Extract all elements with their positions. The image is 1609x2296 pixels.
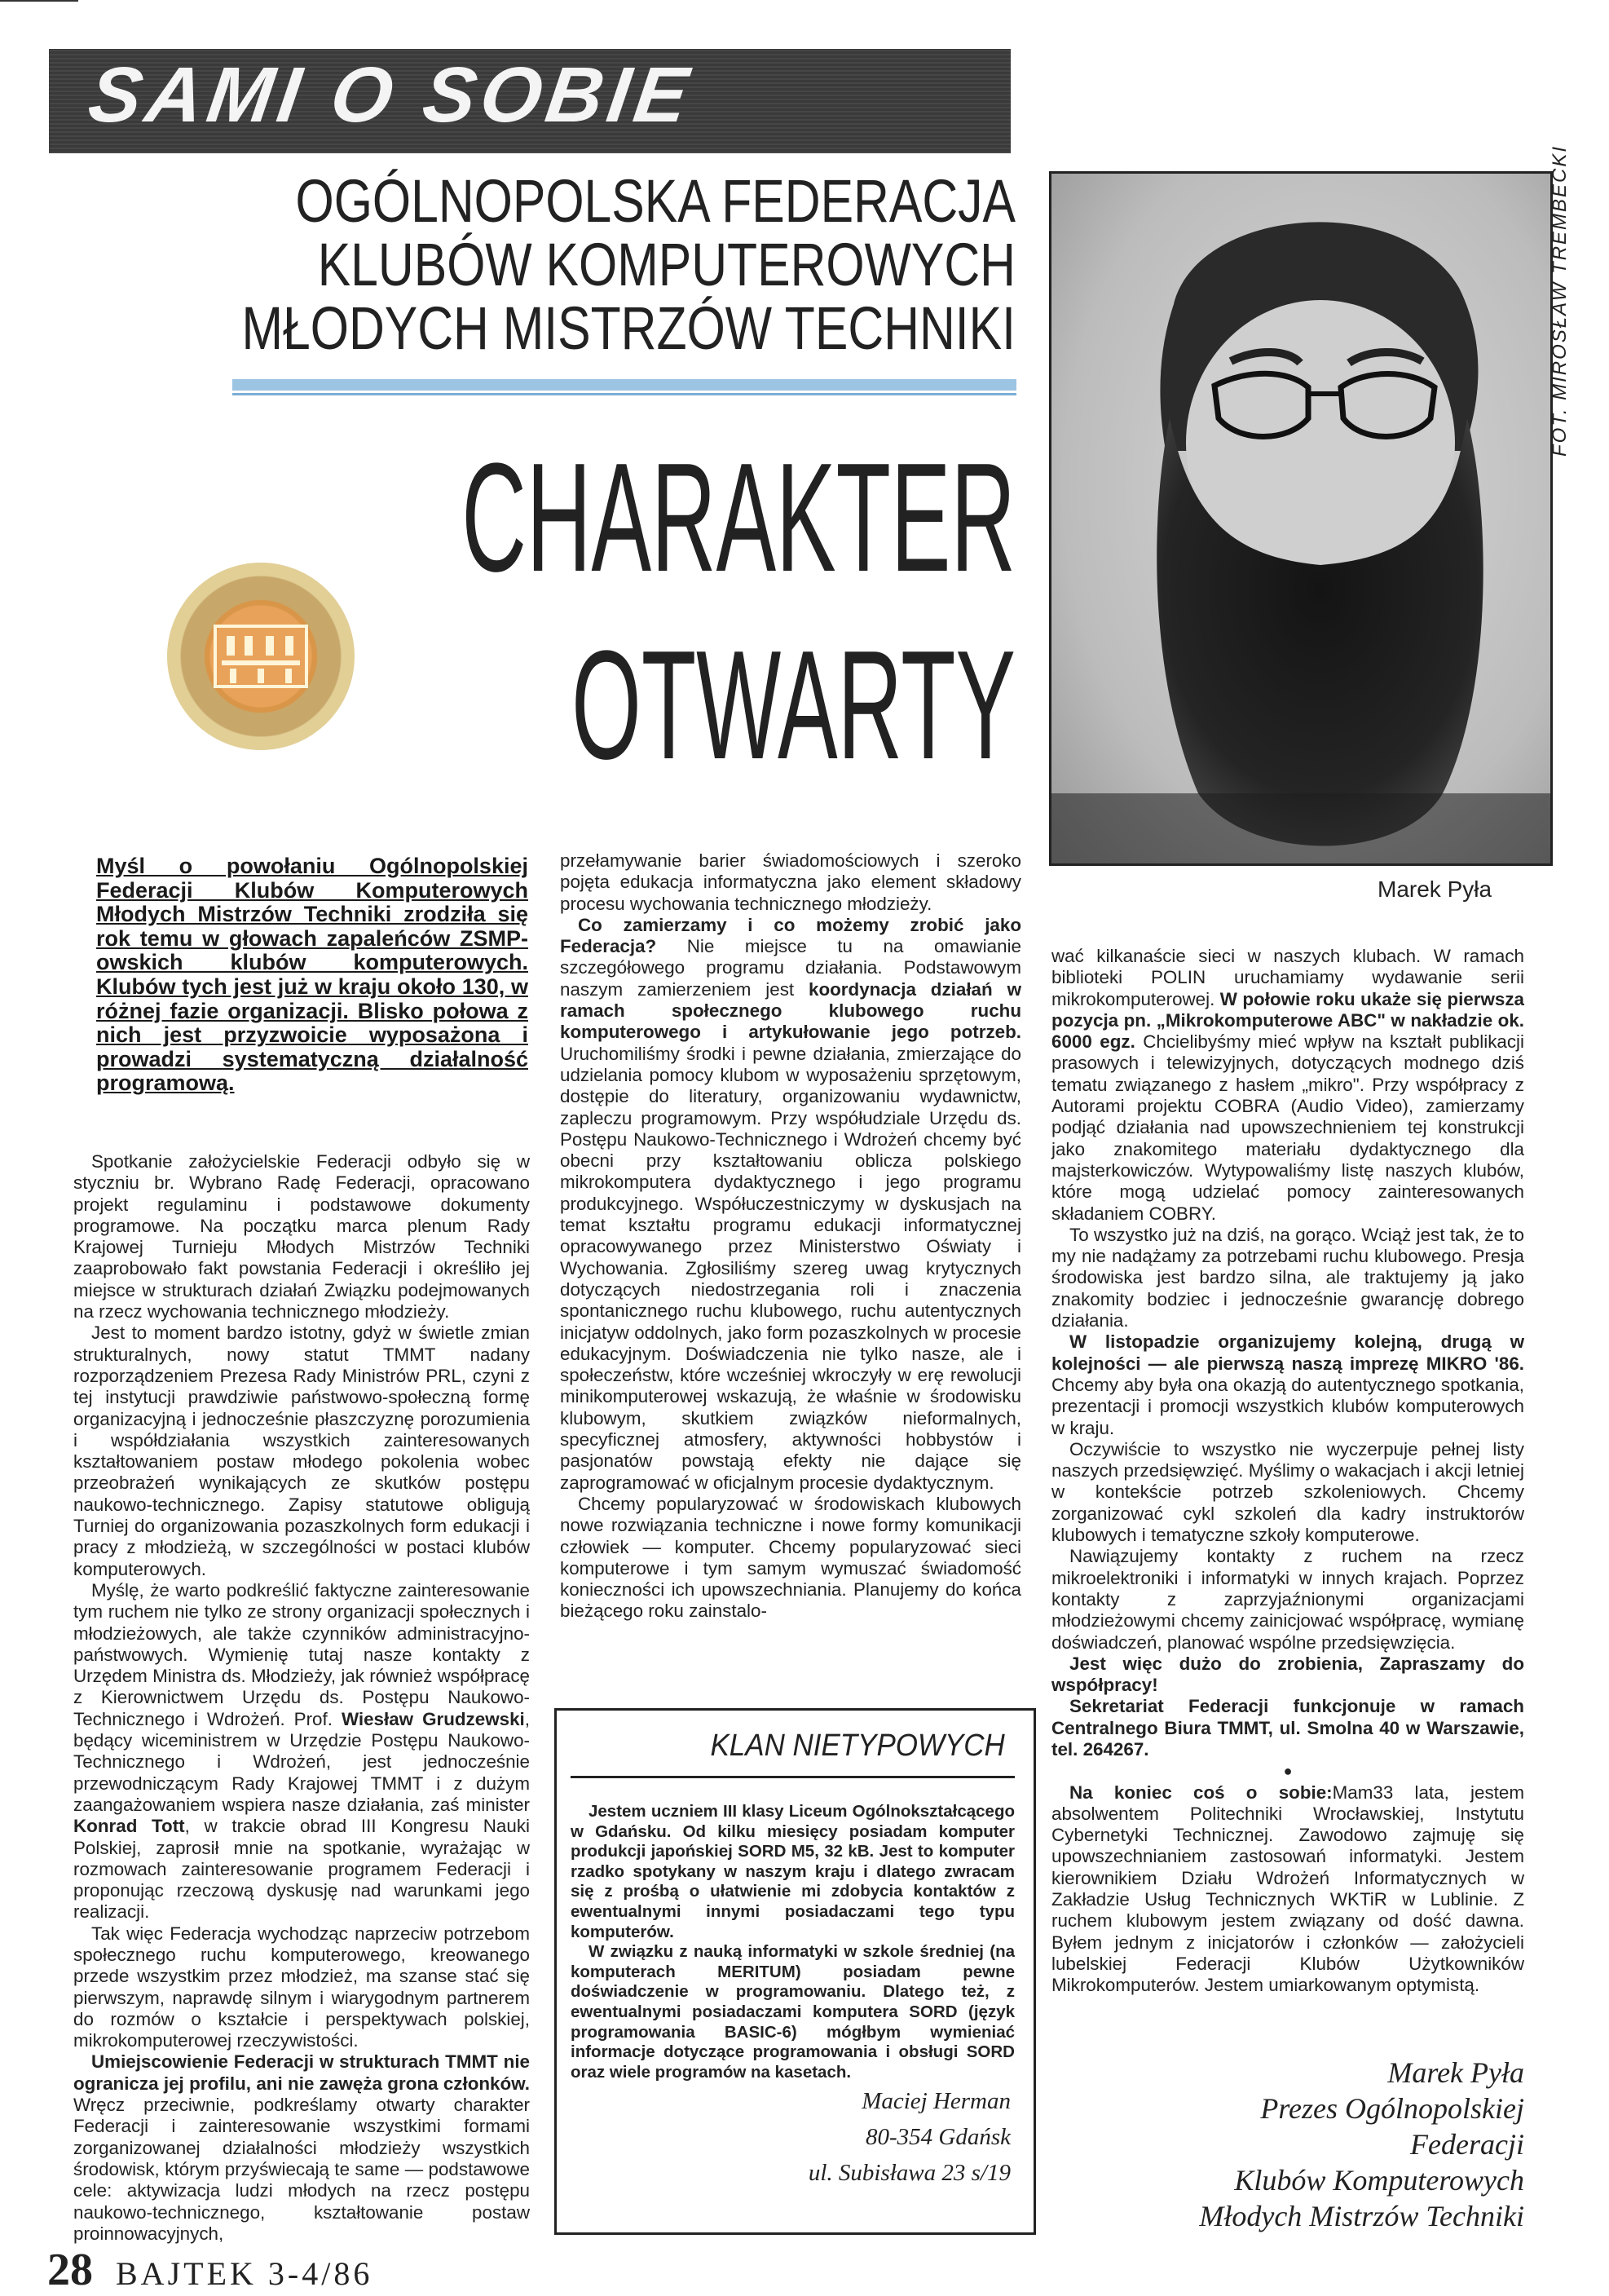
text-column-2 bbox=[560, 850, 1021, 1623]
article-heading bbox=[37, 167, 1016, 362]
text-run: Myślę, że warto podkreślić faktyczne zainteresowanie tym ruchem nie tylko ze strony organizacji społecznych i młodzieżowych, ale także czynników administracyjno-państwowych. Wymienię tutaj nasze kontakty z Urzędem Ministra ds. Młodzieży, jak również współpracę z Kierownictwem Urzędu ds. Postępu Naukowo-Technicznego i Wdrożeń. Prof. bbox=[73, 1579, 530, 1729]
text-run: Uruchomiliśmy środki i pewne działania, zmierzające do udzielania pomocy klubom w wyposażeniu sprzętowym, dostępie do literatury, organizowaniu wydawnictw, zapleczu programowym. Przy współudziale Urzędu ds. Postępu Naukowo-Technicznego i Wdrożeń chcemy być obecni przy kształtowaniu oblicza polskiego mikrokomputera dydaktycznego i jego programu produkcyjnego. Współuczestniczymy w dyskusjach na temat kształtu programu edukacji informatycznej opracowywanego przez Ministerstwo Oświaty i Wychowania. Zgłosiliśmy szereg uwag krytycznych dotyczących niedostrzegania roli i znaczenia spontanicznego ruchu klubowego, ruchu autentycznych inicjatyw oddolnych, jako form pozaszkolnych w procesie edukacyjnym. Doświadczenia nie tylko nasze, ale i społeczeństw, które wcześniej wkroczyły w erę rewolucji minikomputerowej wskazują, że właśnie w środowisku klubowym, skutkiem związków nieformalnych, specyficznej atmosfery, aktywności hobbystów i pasjonatów powstają efekty nie dające się zaprogramować w oficjalnym procesie dydaktycznym. bbox=[560, 1043, 1021, 1493]
headline-word-1: CHARAKTER bbox=[461, 431, 1016, 604]
top-rule bbox=[0, 0, 78, 2]
paragraph bbox=[1051, 1782, 1524, 1997]
text-run: , w trakcie obrad III Kongresu Nauki Polskiej, zaprosił mnie na spotkanie, wyrażając w rozmowach zainteresowanie programem Federacji i proponując rzeczową dyskusję nad warunkami jego realizacji. bbox=[73, 1816, 530, 1923]
signature-line: Klubów Komputerowych bbox=[1234, 2164, 1524, 2197]
paragraph: Oczywiście to wszystko nie wyczerpuje pełnej listy naszych przedsięwzięć. Myślimy o wakacjach i akcji letniej w kontekście potrzeb szkoleniowych. Chcemy zorganizować cykl szkoleń dla kadry instruktorów klubowych i tematyczne szkoły komputerowe. bbox=[1051, 1438, 1524, 1546]
paragraph bbox=[1051, 1331, 1524, 1438]
magazine-issue: BAJTEK 3-4/86 bbox=[116, 2255, 373, 2292]
person-name: Konrad Tott bbox=[73, 1816, 185, 1837]
paragraph bbox=[73, 1580, 530, 1923]
page-number: 28 bbox=[47, 2245, 93, 2295]
page-footer bbox=[47, 2244, 372, 2296]
text-run: Wręcz przeciwnie, podkreślamy otwarty charakter Federacji i zainteresowanie wszystkimi formami zorganizowanej działalności młodzieży wszystkich środowisk, którym przyświecają te same — podstawowe cele: aktywizacja ludzi młodych na rzecz postępu naukowo-technicznego, kształtowanie postaw proinnowacyjnych, bbox=[73, 2095, 530, 2244]
paragraph: Jest to moment bardzo istotny, gdyż w świetle zmian strukturalnych, nowy statut TMMT nadany rozporządzeniem Prezesa Rady Ministrów PRL, czyni z tej instytucji prawdziwie państwowo-społeczną formę organizacyjną i jednocześnie płaszczyznę porozumienia i współdziałania wszystkich zainteresowanych kształtowaniem postaw młodego pokolenia wobec przeobrażeń wynikających ze skutków postępu naukowo-technicznego. Zapisy statutowe obligują Turniej do organizowania pozaszkolnych form edukacji i pracy z młodzieżą, w szczególności w postaci klubów komputerowych. bbox=[73, 1322, 530, 1579]
section-banner-label: SAMI O SOBIE bbox=[83, 51, 699, 139]
paragraph bbox=[73, 2051, 530, 2245]
paragraph: Chcemy popularyzować w środowiskach klubowych nowe rozwiązania techniczne i nowe formy komunikacji człowiek — komputer. Chcemy popularyzować sieci komputerowe i tym samym wymuszać świadomość konieczności ich upowszechniania. Planujemy do końca bieżącego roku zainstalo- bbox=[560, 1493, 1021, 1622]
text-column-1 bbox=[73, 1151, 530, 2245]
signature-line: Federacji bbox=[1410, 2128, 1524, 2161]
signature-line: Maciej Herman bbox=[862, 2088, 1011, 2114]
portrait-photo bbox=[1049, 171, 1553, 866]
emphasis: Sekretariat Federacji funkcjonuje w ramach Centralnego Biura TMMT, ul. Smolna 40 w Warszawie, tel. 264267. bbox=[1051, 1696, 1524, 1760]
paragraph: Tak więc Federacja wychodząc naprzeciw potrzebom społecznego ruchu komputerowego, kreowanego przede wszystkim przez młodzież, ma szanse stać się pierwszym, naprawdę silnym i wiarygodnym partnerem do rozmów o kształcie i perspektywach polskiej, mikrokomputerowej rzeczywistości. bbox=[73, 1923, 530, 2051]
signature-line: 80-354 Gdańsk bbox=[865, 2124, 1011, 2150]
signature-line: Marek Pyła bbox=[1387, 2056, 1524, 2089]
lead-paragraph: Myśl o powołaniu Ogólnopolskiej Federacji Klubów Komputerowych Młodych Mistrzów Techniki zrodziła się rok temu w głowach zapaleńców ZSMP-owskich klubów komputerowych. Klubów tych jest już w kraju około 130, w różnej fazie organizacji. Blisko połowa z nich jest przyzwoicie wyposażona i prowadzi systematyczną działalność programową. bbox=[96, 854, 528, 1096]
bullet-icon: ● bbox=[1283, 1763, 1293, 1780]
headline-word-2: OTWARTY bbox=[571, 619, 1016, 792]
heading-rule-shadow bbox=[232, 393, 1016, 395]
paragraph: W związku z nauką informatyki w szkole średniej (na komputerach MERITUM) posiadam pewne doświadczenie w programowaniu. Dlatego też, z ewentualnymi posiadaczami komputera SORD (język programowania BASIC-6) mógłbym wymieniać informacje dotyczące programowania i obsługi SORD oraz wiele programów na kasetach. bbox=[571, 1942, 1015, 2082]
paragraph bbox=[1051, 1654, 1524, 1697]
sidebar-box-title: KLAN NIETYPOWYCH bbox=[710, 1729, 1005, 1763]
text-column-3 bbox=[1051, 946, 1524, 1997]
paragraph: Spotkanie założycielskie Federacji odbyło się w styczniu br. Wybrano Radę Federacji, opracowano projekt regulaminu i podstawowe dokumenty programowe. Na początku marca plenum Rady Krajowej Turnieju Młodych Mistrzów Techniki zaaprobowało fakt powstania Federacji i określiło jej miejsce w strukturach działań Związku podejmowanych na rzecz wychowania technicznego młodzieży. bbox=[73, 1151, 530, 1322]
text-run: Nie miejsce tu na omawianie szczegółowego programu działania. Podstawowym naszym zamierzeniem jest bbox=[560, 936, 1021, 1000]
sidebar-box-body bbox=[571, 1802, 1015, 2082]
text-run: wać kilkanaście sieci w naszych klubach. W ramach biblioteki POLIN uruchamiamy wydawanie serii mikrokomputerowej. bbox=[1051, 946, 1524, 1009]
paragraph: przełamywanie barier świadomościowych i szeroko pojęta edukacja informatyczna jako element składowy procesu wychowania technicznego młodzieży. bbox=[560, 850, 1021, 914]
emphasis: koordynacja działań w ramach społecznego klubowego ruchu komputerowego i artykułowanie jego potrzeb. bbox=[560, 978, 1021, 1043]
paragraph bbox=[1051, 1696, 1524, 1760]
signature-line: Młodych Mistrzów Techniki bbox=[1199, 2200, 1524, 2232]
emphasis: Co zamierzamy i co możemy zrobić jako Federacja? bbox=[560, 914, 1021, 957]
photo-credit: FOT. MIROSŁAW TREMBECKI bbox=[1549, 144, 1571, 457]
text-run: , będący wiceministrem w Urzędzie Postępu Naukowo-Technicznego i Wdrożeń, jest jednocześnie przewodniczącym Rady Krajowej TMMT i z dużym zaangażowaniem wspiera nasze działania, zaś minister bbox=[73, 1708, 530, 1815]
text-run: Chcemy aby była ona okazją do autentycznego spotkania, prezentacji i promocji wszystkich klubów komputerowych w kraju. bbox=[1051, 1374, 1524, 1438]
paragraph: To wszystko już na dziś, na gorąco. Wciąż jest tak, że to my nie nadążamy za potrzebami ruchu klubowego. Presja środowiska jest bardzo silna, ale traktujemy ją jako znakomity bodziec i jednocześnie gwarancję dobrego działania. bbox=[1051, 1224, 1524, 1331]
emphasis: W połowie roku ukaże się pierwsza pozycja pn. „Mikrokomputerowe ABC" w nakładzie ok. 6000 egz. bbox=[1051, 988, 1524, 1053]
tmmt-emblem-mark-icon bbox=[212, 620, 310, 693]
emphasis: Na koniec coś o sobie: bbox=[1069, 1782, 1333, 1803]
emphasis: W listopadzie organizujemy kolejną, drugą w kolejności — ale pierwszą naszą imprezę MIKRO '86. bbox=[1051, 1331, 1524, 1374]
text-run: Chcielibyśmy mieć wpływ na kształt publikacji prasowych i telewizyjnych, dotyczących modnego dziś tematu związanego z hasłem „mikro". Przy współpracy z Autorami projektu COBRA (Audio Video), zamierzamy podjąć działania nad upowszechnieniem tej konstrukcji jako znakomitego materiału dydaktycznego dla majsterkowiczów. Wytypowaliśmy listę naszych klubów, które mogą udzielać pomocy zainteresowanych składaniem COBRY. bbox=[1051, 1031, 1524, 1224]
sidebar-box-rule bbox=[571, 1776, 1015, 1778]
heading-rule bbox=[232, 379, 1016, 391]
heading-line-1: OGÓLNOPOLSKA FEDERACJA bbox=[295, 167, 1016, 235]
emphasis: Umiejscowienie Federacji w strukturach TMMT nie ogranicza jej profilu, ani nie zawęża grona członków. bbox=[73, 2051, 530, 2094]
person-name: Wiesław Grudzewski bbox=[341, 1708, 525, 1729]
signature-line: ul. Subisława 23 s/19 bbox=[808, 2160, 1011, 2186]
sidebar-signature bbox=[668, 2083, 1011, 2191]
paragraph: Jestem uczniem III klasy Liceum Ogólnokształcącego w Gdańsku. Od kilku miesięcy posiadam komputer produkcji japońskiej SORD M5, 32 kB. Jest to komputer rzadko spotykany w naszym kraju i dlatego zwracam się z prośbą o ułatwienie mi zdobycia kontaktów z ewentualnymi innymi posiadaczami tego typu komputerów. bbox=[571, 1802, 1015, 1941]
heading-line-3: MŁODYCH MISTRZÓW TECHNIKI bbox=[241, 294, 1016, 362]
emphasis: Jest więc dużo do zrobienia, Zapraszamy do współpracy! bbox=[1051, 1653, 1524, 1696]
paragraph: Nawiązujemy kontakty z ruchem na rzecz mikroelektroniki i informatyki w innych krajach. Poprzez kontakty z zaprzyjaźnionymi organizacjami młodzieżowymi chcemy zainicjować współpracę, wymianę doświadczeń, planować wspólne przedsięwzięcia. bbox=[1051, 1546, 1524, 1653]
heading-line-2: KLUBÓW KOMPUTEROWYCH bbox=[317, 231, 1016, 298]
photo-caption: Marek Pyła bbox=[1378, 876, 1492, 902]
paragraph bbox=[1051, 946, 1524, 1225]
text-run: Mam33 lata, jestem absolwentem Politechniki Wrocławskiej, Instytutu Cybernetyki Technicznej. Zawodowo zajmuję się upowszechnianiem zastosowań informatyki. Jestem kierownikiem Działu Wdrożeń Informatycznych w Zakładzie Usług Technicznych WKTiR w Lublinie. Z ruchem klubowym jestem związany od dość dawna. Byłem jednym z inicjatorów i członków — założycieli lubelskiej Federacji Klubów Użytkowników Mikrokomputerów. Jestem umiarkowanym optymistą. bbox=[1051, 1782, 1524, 1996]
author-signature bbox=[1125, 2055, 1524, 2234]
paragraph bbox=[560, 915, 1021, 1494]
signature-line: Prezes Ogólnopolskiej bbox=[1260, 2092, 1524, 2125]
